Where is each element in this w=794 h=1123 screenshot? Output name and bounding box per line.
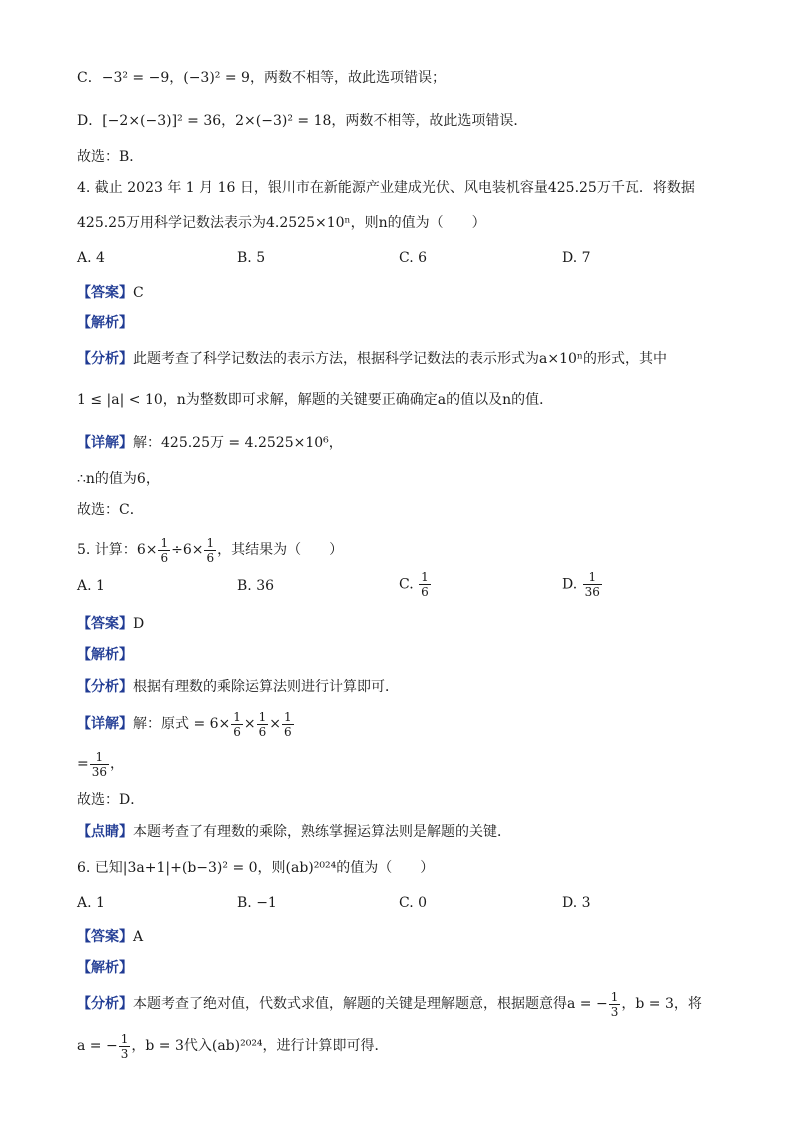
option-label: D.	[562, 576, 578, 593]
xiangjie-text: 解：425.25万 = 4.2525×10⁶，	[133, 435, 343, 451]
q5-stem	[77, 532, 343, 568]
denominator: 6	[206, 550, 215, 565]
option-d	[562, 570, 603, 599]
option-c: C. 6	[399, 250, 428, 266]
option-c	[399, 570, 432, 599]
fraction	[419, 570, 431, 599]
q4-stem-line1: 4. 截止 2023 年 1 月 16 日，银川市在新能源产业建成光伏、风电装机容量425.25万千瓦．将数据	[77, 180, 695, 196]
option-d: D. 7	[562, 250, 591, 266]
xiangjie-text: 解：原式 = 6×	[133, 716, 231, 732]
answer-tag: 【答案】	[77, 616, 133, 632]
option-a: A. 1	[77, 895, 105, 911]
xiangjie-tag: 【详解】	[77, 435, 133, 451]
fraction	[119, 1032, 131, 1061]
denominator: 36	[91, 764, 108, 779]
q4-analysis-tag	[77, 313, 133, 333]
fenxi-text: 本题考查了绝对值，代数式求值，解题的关键是理解题意，根据题意得a = −	[133, 996, 608, 1012]
analysis-tag: 【解析】	[77, 647, 133, 663]
times-sign: ×	[269, 716, 282, 732]
answer-tag: 【答案】	[77, 285, 133, 301]
denominator: 6	[421, 585, 429, 599]
q4-fenxi-line1	[77, 349, 667, 369]
numerator: 1	[258, 709, 267, 724]
option-a: A. 1	[77, 578, 105, 594]
denominator: 6	[258, 724, 267, 739]
fenxi-text: ，b = 3，将	[621, 996, 702, 1012]
q4-therefore: ∴n的值为6，	[77, 471, 160, 487]
q5-result	[77, 746, 124, 782]
fraction	[90, 750, 109, 779]
stem-prefix: 5. 计算：	[77, 542, 137, 558]
fraction	[231, 710, 243, 739]
q6-stem: 6. 已知|3a+1|+(b−3)² = 0，则(ab)²⁰²⁴的值为（ ）	[77, 860, 435, 876]
xiangjie-tag: 【详解】	[77, 716, 133, 732]
option-a: A. 4	[77, 250, 105, 266]
numerator: 1	[583, 570, 602, 585]
fenxi-text: 根据有理数的乘除运算法则进行计算即可．	[133, 679, 399, 695]
numerator: 1	[421, 570, 429, 584]
q4-answer	[77, 283, 144, 303]
q5-dianjing	[77, 822, 511, 842]
explanation-text: ，两数不相等，故此选项错误；	[249, 70, 446, 86]
q3-option-c-explanation	[77, 68, 446, 88]
q4-stem-line2: 425.25万用科学记数法表示为4.2525×10ⁿ，则n的值为（ ）	[77, 215, 486, 231]
fenxi-text: 此题考查了科学记数法的表示方法，根据科学记数法的表示形式为a×10ⁿ的形式，其中	[133, 351, 667, 367]
q6-options	[77, 895, 737, 917]
math-expression: ÷6×	[171, 542, 204, 558]
q5-analysis-tag	[77, 645, 133, 665]
q5-answer	[77, 614, 144, 634]
option-label: C.	[399, 576, 414, 593]
denominator: 3	[610, 1004, 619, 1019]
q5-xiangjie	[77, 706, 295, 742]
numerator: 1	[610, 989, 619, 1004]
q4-options	[77, 250, 737, 272]
fraction	[583, 570, 602, 599]
q3-choose: 故选：B．	[77, 149, 144, 165]
analysis-tag: 【解析】	[77, 960, 133, 976]
equals-sign: =	[77, 756, 89, 772]
q4-xiangjie	[77, 433, 343, 453]
numerator: 1	[160, 535, 169, 550]
fraction	[257, 710, 269, 739]
q5-fenxi	[77, 677, 399, 697]
comma: ，	[110, 756, 125, 772]
numerator: 1	[90, 750, 109, 765]
numerator: 1	[120, 1031, 129, 1046]
fraction	[158, 536, 170, 565]
fraction	[282, 710, 294, 739]
fenxi-text: a = −	[77, 1038, 118, 1054]
analysis-tag: 【解析】	[77, 315, 133, 331]
option-c: C. 0	[399, 895, 428, 911]
answer-value: A	[133, 929, 144, 945]
math-expression: C．−3² = −9，	[77, 70, 184, 86]
denominator: 3	[120, 1046, 129, 1061]
explanation-text: ，两数不相等，故此选项错误．	[331, 113, 528, 129]
dianjing-text: 本题考查了有理数的乘除，熟练掌握运算法则是解题的关键．	[133, 824, 511, 840]
answer-tag: 【答案】	[77, 929, 133, 945]
q3-option-d-explanation	[77, 111, 527, 131]
answer-value: D	[133, 616, 145, 632]
q5-options	[77, 570, 737, 606]
fenxi-tag: 【分析】	[77, 351, 133, 367]
denominator: 6	[160, 550, 169, 565]
q6-fenxi-line2	[77, 1028, 389, 1064]
option-b: B. 36	[237, 578, 275, 594]
fenxi-tag: 【分析】	[77, 679, 133, 695]
times-sign: ×	[243, 716, 256, 732]
math-expression: 2×(−3)² = 18	[235, 113, 332, 129]
q5-choose: 故选：D．	[77, 792, 145, 808]
q6-analysis-tag	[77, 958, 133, 978]
option-d: D. 3	[562, 895, 591, 911]
numerator: 1	[233, 709, 241, 724]
fraction	[204, 536, 216, 565]
denominator: 36	[584, 585, 600, 599]
numerator: 1	[206, 535, 215, 550]
q6-answer	[77, 927, 143, 947]
answer-value: C	[133, 285, 144, 301]
q6-fenxi-line1	[77, 986, 702, 1022]
q4-fenxi-line2: 1 ≤ |a| < 10，n为整数即可求解，解题的关键要正确确定a的值以及n的值．	[77, 392, 554, 408]
fenxi-text: ，b = 3代入(ab)²⁰²⁴，进行计算即可得．	[131, 1038, 389, 1054]
option-b: B. 5	[237, 250, 266, 266]
fenxi-tag: 【分析】	[77, 996, 133, 1012]
math-expression: 6×	[136, 542, 158, 558]
fraction	[609, 990, 621, 1019]
option-b: B. −1	[237, 895, 277, 911]
q4-choose: 故选：C．	[77, 502, 144, 518]
math-expression: (−3)² = 9	[183, 70, 250, 86]
stem-suffix: ，其结果为（ ）	[217, 542, 344, 558]
denominator: 6	[284, 724, 292, 739]
math-expression: D．[−2×(−3)]² = 36，	[77, 113, 236, 129]
numerator: 1	[284, 709, 292, 724]
dianjing-tag: 【点睛】	[77, 824, 133, 840]
denominator: 6	[233, 724, 241, 739]
